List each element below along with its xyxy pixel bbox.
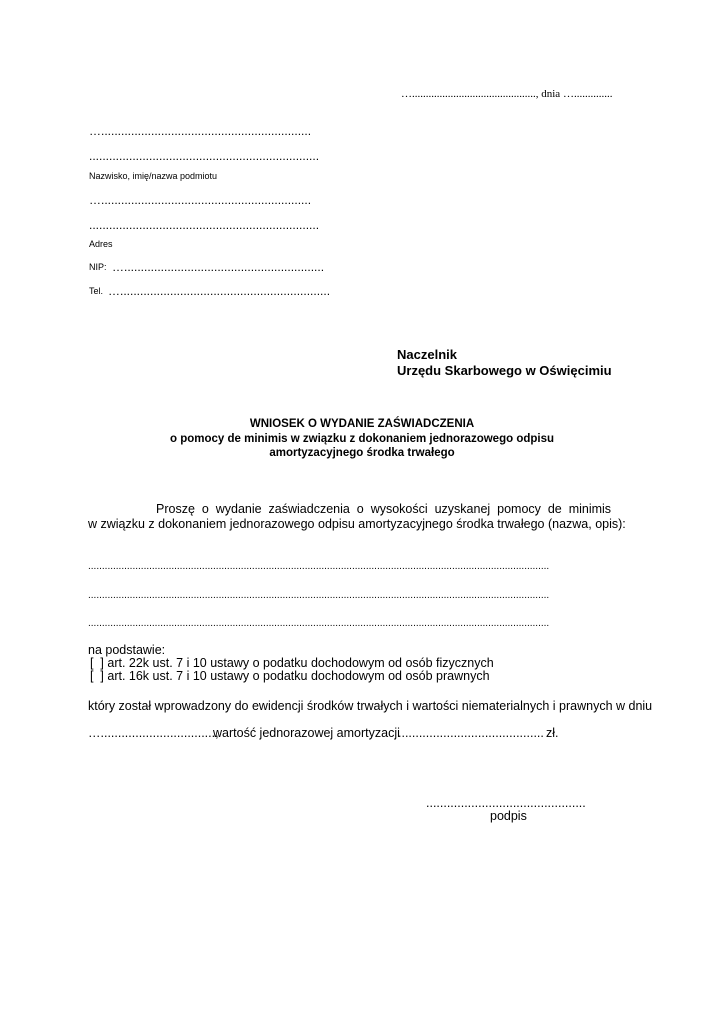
amortization-value-label: wartość jednorazowej amortyzacji xyxy=(213,726,400,740)
currency-label: zł. xyxy=(546,726,559,740)
tel-field[interactable]: …............................................................... xyxy=(108,284,331,298)
description-line-1[interactable]: ...................................................................................................................................................................... xyxy=(88,561,550,572)
basis-option-cit[interactable]: [ ] art. 16k ust. 7 i 10 ustawy o podatku dochodowym od osób prawnych xyxy=(90,669,490,683)
title-line-2: o pomocy de minimis w związku z dokonaniem jednorazowego odpisu xyxy=(169,433,555,445)
title-line-1: WNIOSEK O WYDANIE ZAŚWIADCZENIA xyxy=(249,418,475,430)
request-line-2: w związku z dokonaniem jednorazowego odpisu amortyzacyjnego środka trwałego (nazwa, opis): xyxy=(88,517,626,531)
name-label: Nazwisko, imię/nazwa podmiotu xyxy=(89,171,218,181)
signature-label: podpis xyxy=(490,809,527,823)
basis-option-pit[interactable]: [ ] art. 22k ust. 7 i 10 ustawy o podatku dochodowym od osób fizycznych xyxy=(90,656,494,670)
request-line-1: Proszę o wydanie zaświadczenia o wysokości uzyskanej pomocy de minimis xyxy=(156,502,612,516)
signature-line[interactable]: .............................................. xyxy=(426,796,586,810)
name-line-1[interactable]: …............................................................... xyxy=(89,124,312,138)
nip-field[interactable]: …............................................................ xyxy=(112,260,325,274)
title-line-3: amortyzacyjnego środka trwałego xyxy=(269,447,455,459)
recipient-line-2: Urzędu Skarbowego w Oświęcimiu xyxy=(397,363,612,378)
description-line-2[interactable]: ...................................................................................................................................................................... xyxy=(88,590,550,601)
nip-label: NIP: xyxy=(89,262,107,272)
address-label: Adres xyxy=(89,239,113,249)
address-line-1[interactable]: …............................................................... xyxy=(89,193,312,207)
address-line-2[interactable]: ..................................................................... xyxy=(89,218,320,232)
tel-label: Tel. xyxy=(89,286,104,296)
date-line: …............................................., dnia ….............. xyxy=(401,88,613,100)
recipient-line-1: Naczelnik xyxy=(397,347,457,362)
registration-date-field[interactable]: …................................., xyxy=(88,726,219,740)
amortization-value-field[interactable]: .......................................... xyxy=(398,726,544,740)
registration-text: który został wprowadzony do ewidencji środków trwałych i wartości niematerialnych i prawnych w dniu xyxy=(88,699,653,713)
description-line-3[interactable]: ...................................................................................................................................................................... xyxy=(88,618,550,629)
name-line-2[interactable]: ..................................................................... xyxy=(89,149,320,163)
basis-label: na podstawie: xyxy=(88,643,166,657)
